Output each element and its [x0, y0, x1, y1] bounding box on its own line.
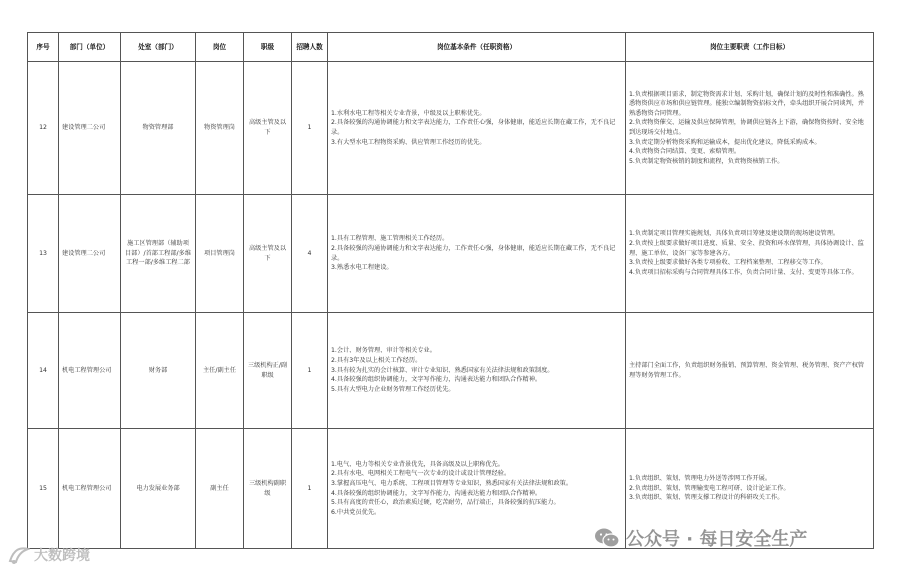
- cell-duties: [626, 313, 874, 429]
- requirement-line: 2.具备较强的沟通协调能力和文字表达能力，工作责任心强，身体健康，能适应长期在藏工作，无不良记录。: [331, 244, 616, 262]
- cell-post: 主任/副主任: [196, 313, 244, 429]
- cell-unit: 建设管理二公司: [59, 195, 121, 313]
- duty-line: 3.负责组织、策划、管理支撑工程设计的科研攻关工作。: [629, 494, 784, 502]
- header-count: 招聘人数: [292, 33, 328, 62]
- cell-duties: [626, 62, 874, 195]
- watermark-right: [594, 524, 807, 552]
- requirement-line: 1.水利水电工程等相关专业背景，中级及以上职称优先。: [331, 109, 486, 117]
- brand-logo-icon: [8, 545, 30, 565]
- duty-line: 2.负责物资催交、运输及供应保障管理，协调供应链各上下游，确保物资按时、安全地到达现场交付地点。: [629, 119, 864, 136]
- header-dept: 处室（部门）: [121, 33, 196, 62]
- requirement-line: 5.具有大型电力企业财务管理工作经历优先。: [331, 385, 455, 393]
- cell-requirements: [328, 195, 626, 313]
- cell-rank: 高级主管及以下: [244, 195, 292, 313]
- header-unit: 部门（单位）: [59, 33, 121, 62]
- table-row: [28, 195, 874, 313]
- cell-no: 15: [28, 429, 59, 549]
- header-requirements: 岗位基本条件（任职资格）: [328, 33, 626, 62]
- requirement-line: 4.具备较强的组织协调能力，文字写作能力，沟通表达能力和团队合作精神。: [331, 376, 542, 384]
- cell-count: 1: [292, 313, 328, 429]
- wechat-icon: [594, 527, 620, 549]
- cell-post: 副主任: [196, 429, 244, 549]
- header-post: 岗位: [196, 33, 244, 62]
- cell-dept: 财务部: [121, 313, 196, 429]
- cell-post: 物资管理岗: [196, 62, 244, 195]
- requirement-line: 2.具有水电、电网相关工程电气一次专业的设计或设计管理经验。: [331, 470, 511, 478]
- cell-count: 1: [292, 62, 328, 195]
- duty-line: 1.负责根据项目需求，制定物资需求计划、采购计划，确保计划的及时性和准确性。熟悉物资供应市场和供应链管理。能独立编制物资招标文件，牵头组织开展合同谈判，并熟悉物资合同管理。: [629, 90, 865, 117]
- duty-line: 2.负责按上级要求做好项目进度、质量、安全、投资和环水保管理，具体协调设计、监理、施工单位、设备厂家等参建各方。: [629, 240, 864, 257]
- recruitment-table: [27, 32, 874, 549]
- requirement-line: 1.会计、财务管理、审计等相关专业。: [331, 347, 436, 355]
- watermark-left: [8, 544, 90, 566]
- requirement-line: 3.掌握高压电气、电力系统、工程项目管理等专业知识，熟悉国家有关法律法规和政策。: [331, 479, 573, 487]
- duty-line: 4.负责物资合同结算、变更、索赔管理。: [629, 148, 741, 156]
- duty-line: 3.负责按上级要求做好各类专项验收、工程档案整理、工程移交等工作。: [629, 259, 827, 267]
- watermark-right-text: 公众号 · 每日安全生产: [626, 529, 808, 550]
- header-rank: 职级: [244, 33, 292, 62]
- cell-unit: 机电工程管理公司: [59, 313, 121, 429]
- cell-requirements: [328, 62, 626, 195]
- requirement-line: 4.具备较强的组织协调能力，文字写作能力，沟通表达能力和团队合作精神。: [331, 489, 542, 497]
- cell-dept: 物资管理部: [121, 62, 196, 195]
- cell-count: 1: [292, 429, 328, 549]
- header-no: 序号: [28, 33, 59, 62]
- watermark-left-text: 大数跨境: [34, 548, 90, 564]
- cell-requirements: [328, 429, 626, 549]
- cell-post: 项目管理岗: [196, 195, 244, 313]
- duty-line: 4.负责项目招标采购与合同管理具体工作，负责合同计量、支付、变更等具体工作。: [629, 268, 858, 276]
- cell-unit: 机电工程管理公司: [59, 429, 121, 549]
- requirement-line: 1.具有工程管理、施工管理相关工作经历。: [331, 235, 449, 243]
- requirement-line: 3.熟悉水电工程建设。: [331, 264, 393, 272]
- duty-line: 主持部门全面工作，负责组织财务报销、预算管理、资金管理、税务管理、资产产权管理等财务管理工作。: [629, 361, 865, 379]
- cell-count: 4: [292, 195, 328, 313]
- requirement-line: 2.具备较强的沟通协调能力和文字表达能力，工作责任心强，身体健康，能适应长期在藏工作，无不良记录。: [331, 119, 616, 136]
- cell-no: 12: [28, 62, 59, 195]
- cell-unit: 建设管理二公司: [59, 62, 121, 195]
- table-row: [28, 313, 874, 429]
- cell-dept: 电力发展业务部: [121, 429, 196, 549]
- cell-no: 14: [28, 313, 59, 429]
- cell-dept: 施工区管理部（辅助项目部）/首部工程部/多维工程一部/多维工程二部: [121, 195, 196, 313]
- duty-line: 5.负责制定物资核销的制度和流程，负责物资核销工作。: [629, 157, 784, 165]
- duty-line: 2.负责组织、策划、管理输变电工程可研、设计论证工作。: [629, 484, 790, 492]
- table-header-row: [28, 33, 874, 62]
- table-row: [28, 62, 874, 195]
- duty-line: 3.负责定期分析物资采购和运输成本，提出优化建议，降低采购成本。: [629, 138, 821, 146]
- requirement-line: 6.中共党员优先。: [331, 508, 381, 516]
- cell-rank: 高级主管及以下: [244, 62, 292, 195]
- cell-requirements: [328, 313, 626, 429]
- requirement-line: 5.具有高度的责任心，政治素质过硬，吃苦耐劳，品行端正，具备较强的抗压能力。: [331, 499, 560, 507]
- header-duties: 岗位主要职责（工作目标）: [626, 33, 874, 62]
- cell-rank: 三级机构正/副职级: [244, 313, 292, 429]
- requirement-line: 3.有大型水电工程物资采购、供应管理工作经历的优先。: [331, 138, 486, 146]
- requirement-line: 3.具有较为扎实的会计核算、审计专业知识、熟悉国家有关法律法规和政策制度。: [331, 366, 554, 374]
- cell-no: 13: [28, 195, 59, 313]
- requirement-line: 2.具有3年及以上相关工作经历。: [331, 357, 422, 365]
- duty-line: 1.负责制定项目管理实施规划，具体负责项目筹建及建设期的现场建设管理。: [629, 230, 840, 238]
- requirement-line: 1.电气、电力等相关专业背景优先，具备高级及以上职称优先。: [331, 460, 504, 468]
- duty-line: 1.负责组织、策划、管理电力外送等涉网工作开展。: [629, 475, 772, 483]
- cell-duties: [626, 195, 874, 313]
- cell-rank: 三级机构副职级: [244, 429, 292, 549]
